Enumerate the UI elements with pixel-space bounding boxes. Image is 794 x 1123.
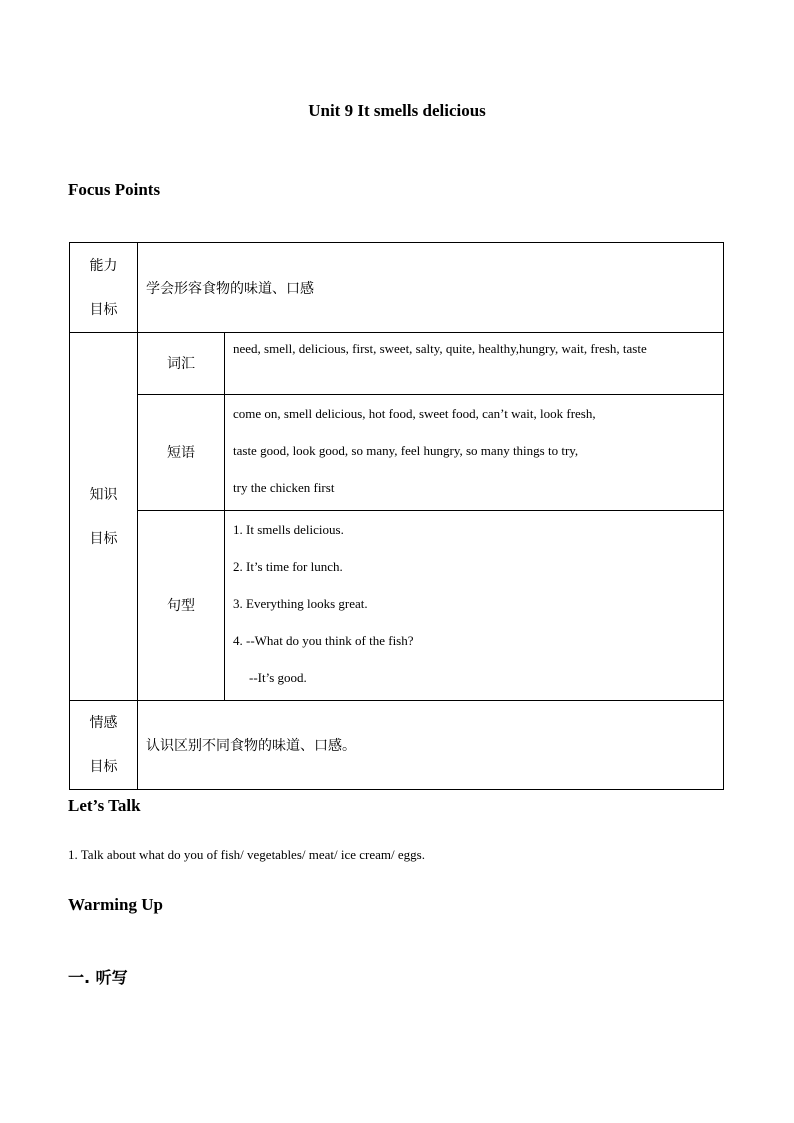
dictation-heading: 一. 听写 (68, 968, 128, 987)
phrase-label: 短语 (138, 395, 225, 511)
lets-talk-heading: Let’s Talk (68, 796, 141, 815)
sentence-text: 1. It smells delicious. 2. It’s time for lunch. 3. Everything looks great. 4. --What do you think of the fish? --It’s good. (225, 511, 724, 701)
vocab-text: need, smell, delicious, first, sweet, salty, quite, healthy,hungry, wait, fresh, taste (225, 333, 724, 395)
vocab-label: 词汇 (138, 333, 225, 395)
ability-row (70, 243, 724, 333)
emotion-label: 情感 目标 (70, 701, 138, 790)
knowledge-label: 知识 目标 (70, 333, 138, 701)
focus-points-table (69, 242, 724, 790)
emotion-goal: 认识区别不同食物的味道、口感。 (138, 701, 724, 790)
ability-goal: 学会形容食物的味道、口感 (138, 243, 724, 333)
sentence-label: 句型 (138, 511, 225, 701)
sentence-row (70, 511, 724, 701)
vocab-row (70, 333, 724, 395)
phrase-row (70, 395, 724, 511)
phrase-text: come on, smell delicious, hot food, sweet food, can’t wait, look fresh, taste good, look good, so many, feel hungry, so many things to try, try the chicken first (225, 395, 724, 511)
page-title: Unit 9 It smells delicious (308, 101, 486, 120)
focus-points-heading: Focus Points (68, 180, 161, 199)
ability-label: 能力 目标 (70, 243, 138, 333)
lets-talk-item: 1. Talk about what do you of fish/ vegetables/ meat/ ice cream/ eggs. (68, 847, 425, 862)
warming-up-heading: Warming Up (68, 895, 163, 914)
emotion-row (70, 701, 724, 790)
